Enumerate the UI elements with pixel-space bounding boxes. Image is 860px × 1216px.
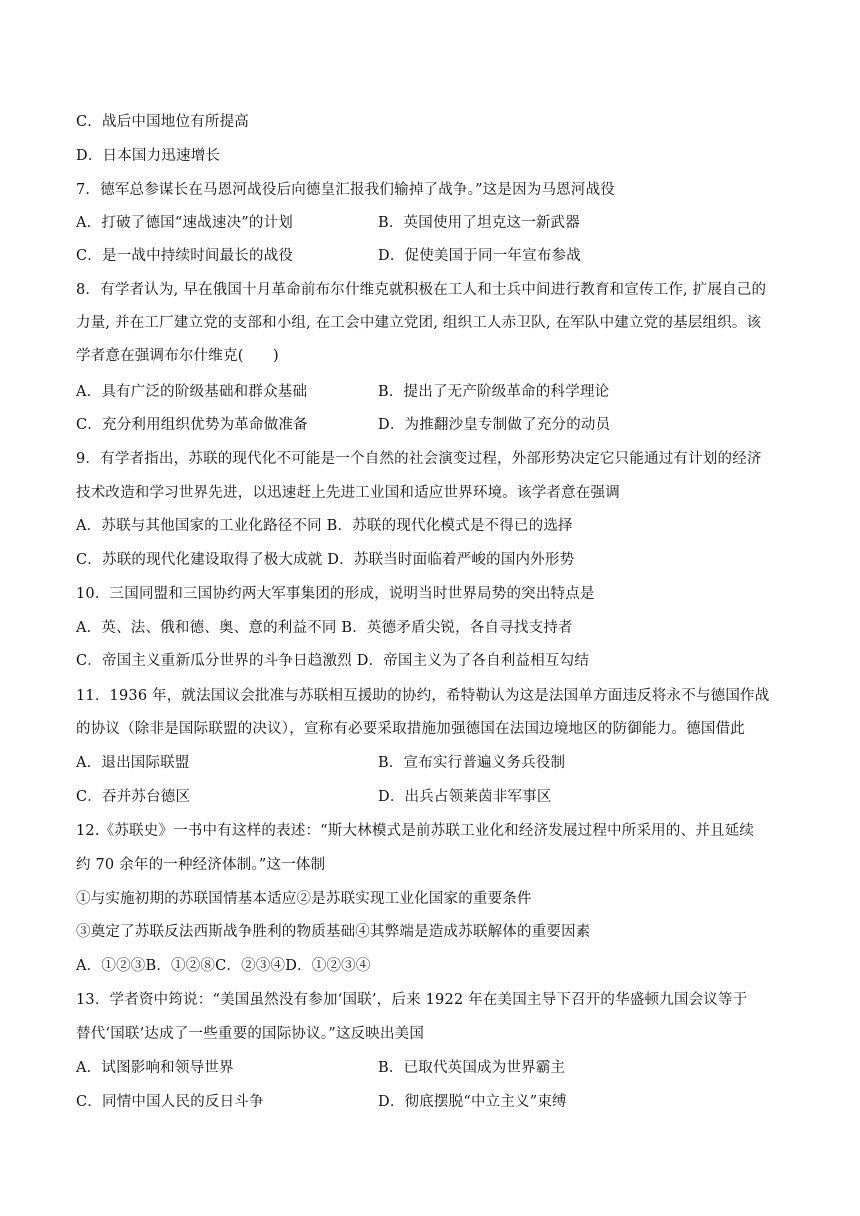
q7-option-a: A．打破了德国“速战速决”的计划 xyxy=(76,215,293,231)
q7-stem: 7．德军总参谋长在马恩河战役后向德皇汇报我们输掉了战争。”这是因为马恩河战役 xyxy=(76,182,615,198)
q7-option-c: C．是一战中持续时间最长的战役 xyxy=(76,248,294,264)
q6-option-c: C．战后中国地位有所提高 xyxy=(76,114,249,130)
q8-stem-line-2: 力量, 并在工厂建立党的支部和小组, 在工会中建立党团, 组织工人赤卫队, 在军队中建立党的基层组织。该 xyxy=(76,315,762,331)
q12-items-3-4: ③奠定了苏联反法西斯战争胜利的物质基础④其弊端是造成苏联解体的重要因素 xyxy=(76,924,591,940)
q12-stem-line-1: 12.《苏联史》一书中有这样的表述：“斯大林模式是前苏联工业化和经济发展过程中所采用的、并且延续 xyxy=(76,823,755,839)
q13-option-c: C．同情中国人民的反日斗争 xyxy=(76,1094,264,1110)
q10-stem: 10．三国同盟和三国协约两大军事集团的形成，说明当时世界局势的突出特点是 xyxy=(76,586,595,602)
q8-option-c: C．充分利用组织优势为革命做准备 xyxy=(76,417,308,433)
q8-stem-line-3: 学者意在强调布尔什维克( ) xyxy=(76,348,279,364)
q13-stem-line-1: 13．学者资中筠说：“美国虽然没有参加‘国联’，后来 1922 年在美国主导下召开的华盛顿九国会议等于 xyxy=(76,992,748,1008)
q12-items-1-2: ①与实施初期的苏联国情基本适应②是苏联实现工业化国家的重要条件 xyxy=(76,891,532,907)
q9-stem-line-2: 技术改造和学习世界先进，以迅速赶上先进工业国和适应世界环境。该学者意在强调 xyxy=(76,485,620,501)
q11-stem-line-2: 的协议（除非是国际联盟的决议），宣称有必要采取措施加强德国在法国边境地区的防御能力。德国借此 xyxy=(76,721,745,737)
q12-stem-line-2: 约 70 余年的一种经济体制。”这一体制 xyxy=(76,857,326,873)
q11-option-c: C．吞并苏台德区 xyxy=(76,789,191,805)
q9-stem-line-1: 9．有学者指出，苏联的现代化不可能是一个自然的社会演变过程，外部形势决定它只能通过有计划的经济 xyxy=(76,451,762,467)
q11-option-d: D．出兵占领莱茵非军事区 xyxy=(378,789,552,805)
q10-options-cd: C．帝国主义重新瓜分世界的斗争日趋激烈 D．帝国主义为了各自利益相互勾结 xyxy=(76,653,590,669)
q7-option-d: D．促使美国于同一年宣布参战 xyxy=(378,248,581,264)
q11-stem-line-1: 11．1936 年，就法国议会批准与苏联相互援助的协约，希特勒认为这是法国单方面违反将永不与德国作战 xyxy=(76,688,770,704)
q8-stem-line-1: 8．有学者认为, 早在俄国十月革命前布尔什维克就积极在工人和士兵中间进行教育和宣传工作, 扩展自己的 xyxy=(76,282,767,298)
q6-option-d: D．日本国力迅速增长 xyxy=(76,148,221,164)
q8-option-b: B．提出了无产阶级革命的科学理论 xyxy=(378,384,610,400)
q9-options-cd: C．苏联的现代化建设取得了极大成就 D．苏联当时面临着严峻的国内外形势 xyxy=(76,552,575,568)
q12-options: A．①②③B．①②⑧C．②③④D．①②③④ xyxy=(76,958,371,974)
q7-option-b: B．英国使用了坦克这一新武器 xyxy=(378,215,580,231)
q10-options-ab: A．英、法、俄和德、奥、意的利益不同 B．英德矛盾尖锐，各自寻找支持者 xyxy=(76,620,573,636)
q13-option-d: D．彻底摆脱“中立主义”束缚 xyxy=(378,1094,567,1110)
q13-option-a: A．试图影响和领导世界 xyxy=(76,1060,234,1076)
q9-options-ab: A．苏联与其他国家的工业化路径不同 B．苏联的现代化模式是不得已的选择 xyxy=(76,518,573,534)
q8-option-a: A．具有广泛的阶级基础和群众基础 xyxy=(76,384,308,400)
q13-stem-line-2: 替代‘国联’达成了一些重要的国际协议。”这反映出美国 xyxy=(76,1026,425,1042)
q11-option-a: A．退出国际联盟 xyxy=(76,755,190,771)
q13-option-b: B．已取代英国成为世界霸主 xyxy=(378,1060,566,1076)
q11-option-b: B．宣布实行普遍义务兵役制 xyxy=(378,755,566,771)
q8-option-d: D．为推翻沙皇专制做了充分的动员 xyxy=(378,417,611,433)
